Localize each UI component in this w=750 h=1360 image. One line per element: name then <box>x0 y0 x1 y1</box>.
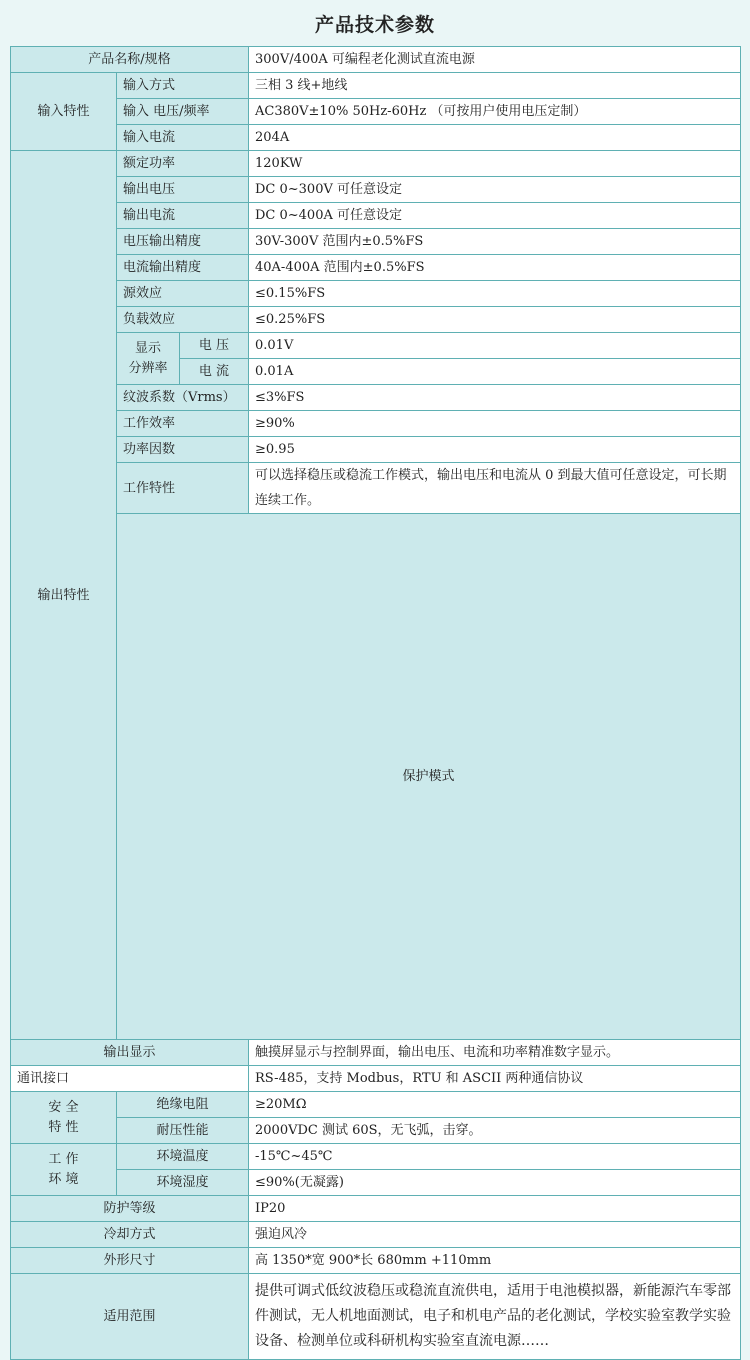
group-label-output: 输出特性 <box>11 151 117 1040</box>
page-title: 产品技术参数 <box>314 14 435 36</box>
table-row <box>11 1248 741 1274</box>
table-row <box>11 463 741 514</box>
row-value-display: 触摸屏显示与控制界面，输出电压、电流和功率精准数字显示。 <box>249 1040 741 1066</box>
row-label-resolution-voltage: 电 压 <box>180 333 249 359</box>
row-value-voltage-accuracy: 30V-300V 范围内±0.5%FS <box>249 229 741 255</box>
env-label-line1: 工 作 <box>48 1151 79 1167</box>
row-value-dimensions: 高 1350*宽 900*长 680mm +110mm <box>249 1248 741 1274</box>
row-value-working-mode: 可以选择稳压或稳流工作模式，输出电压和电流从 0 到最大值可任意设定，可长期连续工作。 <box>249 463 741 514</box>
table-row <box>11 151 741 177</box>
row-label-display: 输出显示 <box>11 1040 249 1066</box>
row-value-withstand: 2000VDC 测试 60S，无飞弧，击穿。 <box>249 1118 741 1144</box>
row-label-dimensions: 外形尺寸 <box>11 1248 249 1274</box>
group-label-input: 输入特性 <box>11 73 117 151</box>
table-row <box>11 307 741 333</box>
row-value-resolution-voltage: 0.01V <box>249 333 741 359</box>
env-label-line2: 环 境 <box>48 1171 79 1187</box>
safety-label-line1: 安 全 <box>48 1099 79 1115</box>
resolution-label-line1: 显示 <box>134 340 161 356</box>
row-label-ip: 防护等级 <box>11 1196 249 1222</box>
table-row <box>11 333 741 359</box>
row-value-output-voltage: DC 0~300V 可任意设定 <box>249 177 741 203</box>
table-row <box>11 125 741 151</box>
row-value-output-current: DC 0~400A 可任意设定 <box>249 203 741 229</box>
row-label-output-current: 输出电流 <box>117 203 249 229</box>
row-label-application: 适用范围 <box>11 1274 249 1360</box>
row-value-load-effect: ≤0.25%FS <box>249 307 741 333</box>
safety-label-line2: 特 性 <box>48 1119 79 1135</box>
table-row <box>11 514 741 1040</box>
group-label-safety <box>11 1092 117 1144</box>
table-row <box>11 1196 741 1222</box>
row-label-source-effect: 源效应 <box>117 281 249 307</box>
table-row <box>11 255 741 281</box>
table-row <box>11 411 741 437</box>
row-label-protection: 保护模式 <box>117 514 741 1040</box>
row-value-efficiency: ≥90% <box>249 411 741 437</box>
row-label-input-mode: 输入方式 <box>117 73 249 99</box>
row-value-name: 300V/400A 可编程老化测试直流电源 <box>249 47 741 73</box>
row-label-resolution <box>117 333 180 385</box>
row-label-withstand: 耐压性能 <box>117 1118 249 1144</box>
resolution-label-line2: 分辨率 <box>128 360 168 376</box>
row-label-env-temp: 环境温度 <box>117 1144 249 1170</box>
table-row <box>11 203 741 229</box>
row-value-cooling: 强迫风冷 <box>249 1222 741 1248</box>
row-label-insulation: 绝缘电阻 <box>117 1092 249 1118</box>
row-label-load-effect: 负载效应 <box>117 307 249 333</box>
row-value-comm: RS-485，支持 Modbus，RTU 和 ASCII 两种通信协议 <box>249 1066 741 1092</box>
table-row <box>11 1144 741 1170</box>
table-row <box>11 1040 741 1066</box>
table-row <box>11 281 741 307</box>
table-row <box>11 1092 741 1118</box>
row-value-ip: IP20 <box>249 1196 741 1222</box>
row-label-power-factor: 功率因数 <box>117 437 249 463</box>
row-value-application: 提供可调式低纹波稳压或稳流直流供电，适用于电池模拟器，新能源汽车零部件测试，无人机地面测试，电子和机电产品的老化测试，学校实验室教学实验设备、检测单位或科研机构实验室直流电源…… <box>249 1274 741 1360</box>
row-label-voltage-accuracy: 电压输出精度 <box>117 229 249 255</box>
row-label-working-mode: 工作特性 <box>117 463 249 514</box>
row-label-comm: 通讯接口 <box>11 1066 249 1092</box>
row-label-ripple: 纹波系数（Vrms） <box>117 385 249 411</box>
row-value-input-current: 204A <box>249 125 741 151</box>
row-label-output-voltage: 输出电压 <box>117 177 249 203</box>
row-value-ripple: ≤3%FS <box>249 385 741 411</box>
row-value-env-temp: -15℃~45℃ <box>249 1144 741 1170</box>
row-value-env-humidity: ≤90%(无凝露) <box>249 1170 741 1196</box>
row-label-input-current: 输入电流 <box>117 125 249 151</box>
table-row <box>11 1118 741 1144</box>
spec-table <box>10 46 741 1360</box>
table-row <box>11 385 741 411</box>
row-label-rated-power: 额定功率 <box>117 151 249 177</box>
row-label-env-humidity: 环境湿度 <box>117 1170 249 1196</box>
table-row <box>11 1170 741 1196</box>
table-row <box>11 1274 741 1360</box>
row-value-power-factor: ≥0.95 <box>249 437 741 463</box>
row-value-insulation: ≥20MΩ <box>249 1092 741 1118</box>
row-value-current-accuracy: 40A-400A 范围内±0.5%FS <box>249 255 741 281</box>
row-value-input-voltage: AC380V±10% 50Hz-60Hz （可按用户使用电压定制） <box>249 99 741 125</box>
row-label-cooling: 冷却方式 <box>11 1222 249 1248</box>
row-label-current-accuracy: 电流输出精度 <box>117 255 249 281</box>
group-label-environment <box>11 1144 117 1196</box>
table-row <box>11 177 741 203</box>
row-value-rated-power: 120KW <box>249 151 741 177</box>
row-value-input-mode: 三相 3 线+地线 <box>249 73 741 99</box>
table-row <box>11 1066 741 1092</box>
table-row <box>11 73 741 99</box>
row-value-resolution-current: 0.01A <box>249 359 741 385</box>
table-row <box>11 1222 741 1248</box>
row-label-efficiency: 工作效率 <box>117 411 249 437</box>
row-label-input-voltage: 输入 电压/频率 <box>117 99 249 125</box>
row-label-name: 产品名称/规格 <box>11 47 249 73</box>
table-row <box>11 47 741 73</box>
table-row <box>11 99 741 125</box>
table-row <box>11 229 741 255</box>
row-value-source-effect: ≤0.15%FS <box>249 281 741 307</box>
table-row <box>11 437 741 463</box>
row-label-resolution-current: 电 流 <box>180 359 249 385</box>
